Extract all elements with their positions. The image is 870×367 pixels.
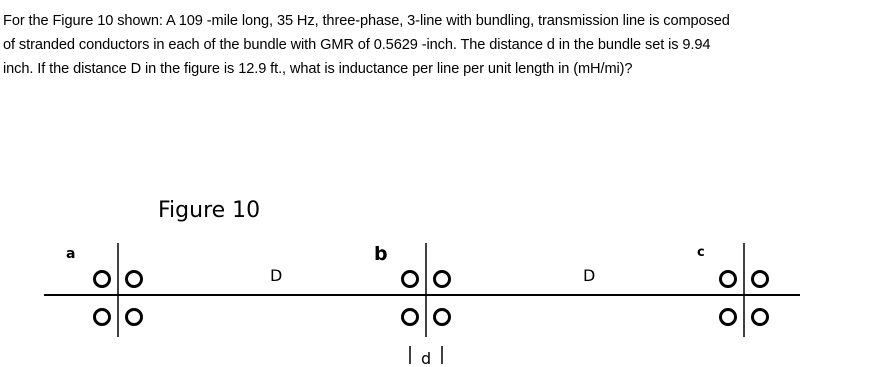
conductor xyxy=(95,272,110,287)
conductor xyxy=(721,272,736,287)
figure-title: Figure 10 xyxy=(158,198,261,223)
conductor xyxy=(435,310,450,325)
phase-label-b: b xyxy=(374,243,388,265)
conductor xyxy=(403,272,418,287)
phase-label-a: a xyxy=(66,246,76,262)
conductor xyxy=(435,272,450,287)
phase-b-bundle xyxy=(403,243,450,337)
spacing-label-bc: D xyxy=(583,266,596,285)
conductor xyxy=(753,310,768,325)
conductor xyxy=(721,310,736,325)
phase-label-c: c xyxy=(697,245,705,260)
conductor xyxy=(403,310,418,325)
conductor xyxy=(753,272,768,287)
question-line: inch. If the distance D in the figure is 12.9 ft., what is inductance per line per unit length in (mH/mi)? xyxy=(3,61,633,77)
conductor xyxy=(127,310,142,325)
bundle-spacing-label: d xyxy=(421,349,432,367)
conductor xyxy=(95,310,110,325)
phase-a-bundle xyxy=(95,243,142,337)
conductor xyxy=(127,272,142,287)
question-line: For the Figure 10 shown: A 109 -mile long, 35 Hz, three-phase, 3-line with bundling, transmission line is composed xyxy=(3,13,730,29)
question-line: of stranded conductors in each of the bundle with GMR of 0.5629 -inch. The distance d in the bundle set is 9.94 xyxy=(3,37,711,53)
spacing-label-ab: D xyxy=(270,266,283,285)
phase-c-bundle xyxy=(721,243,768,337)
